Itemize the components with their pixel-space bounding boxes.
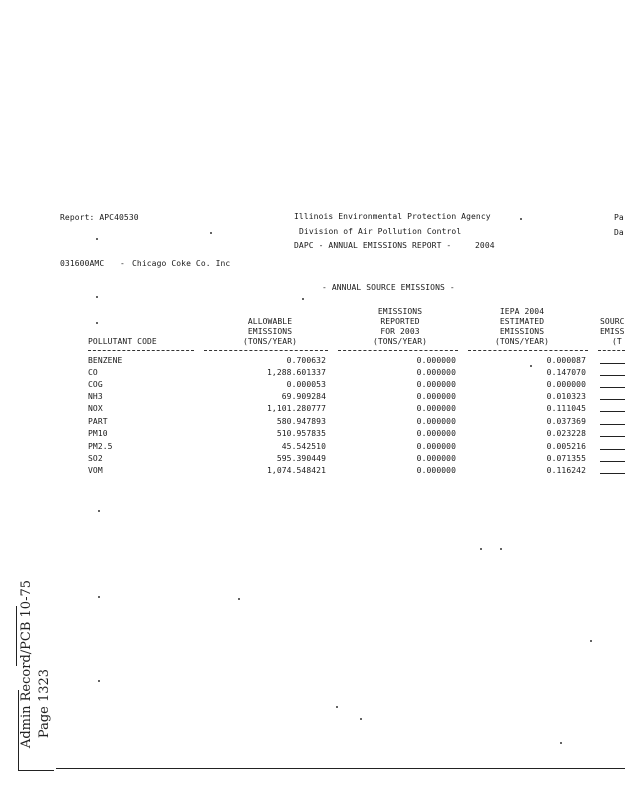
scan-speck [560,742,562,744]
date-label-cut: Da [614,228,624,237]
margin-mark [16,606,17,666]
source-blank [600,424,625,425]
iepa-value: 0.111045 [546,404,586,413]
page-label-cut: Pa [614,213,624,222]
allowable-value: 69.909284 [281,392,326,401]
col-header-pollutant: POLLUTANT CODE [88,337,157,346]
allowable-value: 1,074.548421 [267,466,326,475]
col-header-reported-2: REPORTED [380,317,420,326]
stamp-line-page: Page 1323 [37,668,52,739]
header-rule-iepa [468,350,588,351]
margin-mark [18,770,54,771]
pollutant-code: SO2 [88,454,103,463]
scan-speck [98,680,100,682]
iepa-value: 0.037369 [546,417,586,426]
reported-value: 0.000000 [416,356,456,365]
col-header-reported-3: FOR 2003 [380,327,420,336]
source-blank [600,375,625,376]
bottom-rule [56,768,625,769]
allowable-value: 580.947893 [276,417,326,426]
scan-speck [238,598,240,600]
scan-speck [336,706,338,708]
allowable-value: 595.390449 [276,454,326,463]
iepa-value: 0.023228 [546,429,586,438]
col-header-reported-4: (TONS/YEAR) [372,337,428,346]
col-header-source-1: SOURC [600,317,625,326]
source-blank [600,387,625,388]
pollutant-code: PART [88,417,108,426]
iepa-value: 0.147070 [546,368,586,377]
agency-name: Illinois Environmental Protection Agency [294,212,491,221]
pollutant-code: NOX [88,404,103,413]
scan-speck [96,296,98,298]
scan-speck [590,640,592,642]
pollutant-code: BENZENE [88,356,123,365]
iepa-value: 0.010323 [546,392,586,401]
scan-speck [360,718,362,720]
source-blank [600,449,625,450]
source-blank [600,411,625,412]
col-header-allowable-2: EMISSIONS [247,327,293,336]
scan-speck [96,322,98,324]
reported-value: 0.000000 [416,380,456,389]
allowable-value: 45.542510 [281,442,326,451]
scan-speck [98,596,100,598]
iepa-value: 0.005216 [546,442,586,451]
iepa-value: 0.000000 [546,380,586,389]
source-blank [600,473,625,474]
source-blank [600,461,625,462]
iepa-value: 0.071355 [546,454,586,463]
division-name: Division of Air Pollution Control [299,227,462,236]
col-header-iepa-2: ESTIMATED [499,317,545,326]
scan-speck [520,218,522,220]
scan-speck [96,238,98,240]
col-header-allowable-3: (TONS/YEAR) [242,337,298,346]
header-rule-source [598,350,625,351]
reported-value: 0.000000 [416,417,456,426]
scan-speck [210,232,212,234]
pollutant-code: CO [88,368,98,377]
reported-value: 0.000000 [416,404,456,413]
pollutant-code: VOM [88,466,103,475]
source-blank [600,399,625,400]
reported-value: 0.000000 [416,454,456,463]
scan-speck [530,365,532,367]
header-rule-reported [338,350,458,351]
allowable-value: 0.000053 [286,380,326,389]
col-header-source-2: EMISS [600,327,625,336]
pollutant-code: NH3 [88,392,103,401]
reported-value: 0.000000 [416,466,456,475]
reported-value: 0.000000 [416,392,456,401]
col-header-iepa-1: IEPA 2004 [499,307,545,316]
pollutant-code: PM2.5 [88,442,113,451]
col-header-iepa-4: (TONS/YEAR) [494,337,550,346]
reported-value: 0.000000 [416,429,456,438]
scan-speck [302,298,304,300]
admin-record-stamp [18,580,54,748]
allowable-value: 510.957835 [276,429,326,438]
facility-name: Chicago Coke Co. Inc [132,259,231,268]
col-header-allowable-1: ALLOWABLE [247,317,293,326]
pollutant-code: PM10 [88,429,108,438]
pollutant-code: COG [88,380,103,389]
stamp-line-record: Admin Record/PCB 10-75 [19,580,34,749]
header-rule-allowable [204,350,328,351]
allowable-value: 0.700632 [286,356,326,365]
report-label: Report: APC40530 [60,213,139,222]
header-rule-pollutant [88,350,194,351]
section-title: - ANNUAL SOURCE EMISSIONS - [322,283,455,292]
source-blank [600,363,625,364]
report-year: 2004 [475,241,495,250]
iepa-value: 0.116242 [546,466,586,475]
allowable-value: 1,288.601337 [267,368,326,377]
iepa-value: 0.000087 [546,356,586,365]
source-blank [600,436,625,437]
allowable-value: 1,101.280777 [267,404,326,413]
scan-speck [480,548,482,550]
col-header-iepa-3: EMISSIONS [499,327,545,336]
col-header-reported-1: EMISSIONS [377,307,423,316]
report-title: DAPC - ANNUAL EMISSIONS REPORT - [294,241,452,250]
reported-value: 0.000000 [416,442,456,451]
reported-value: 0.000000 [416,368,456,377]
scan-speck [98,510,100,512]
col-header-source-3: (T [612,337,622,346]
facility-id: 031600AMC [60,259,105,268]
facility-separator: - [120,259,125,268]
scan-speck [500,548,502,550]
